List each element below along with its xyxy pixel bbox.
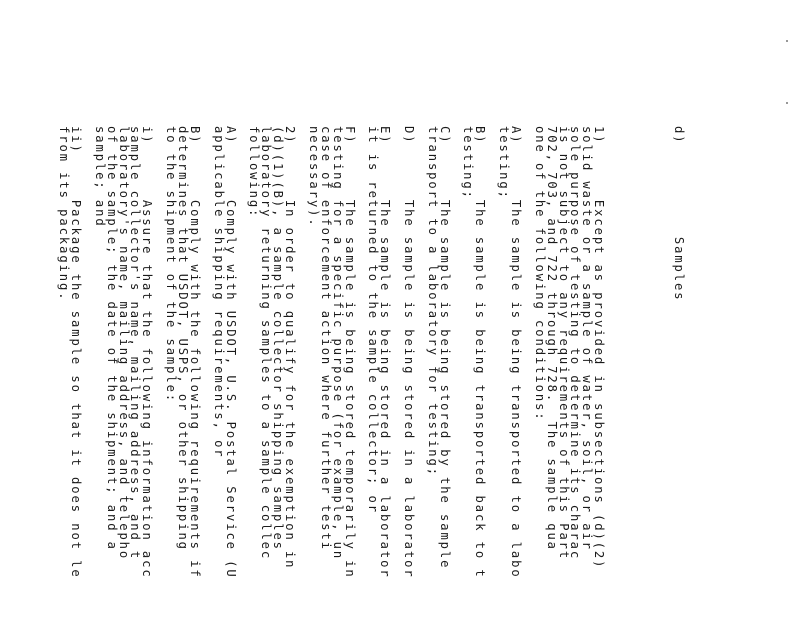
text-line: determines that USDOT, USPS, or other shipping: [176, 126, 191, 551]
text-line: of the sample; the date of the shipment; and a: [104, 126, 119, 551]
text-line: 2) In order to qualify for the exemption in: [283, 126, 298, 570]
text-line: ii) Package the sample so that it does not le: [69, 126, 84, 579]
text-line: D) The sample is being stored in a laborator: [401, 126, 416, 579]
text-line: testing;: [497, 126, 512, 200]
document-text: [29, 126, 712, 618]
text-line: 702, 703, and 722 through 728. The sample qua: [544, 126, 559, 551]
text-line: B) The sample is being transported back to t: [473, 126, 488, 579]
text-line: 1) Except as provided in subsections (d)(2): [592, 126, 607, 570]
text-line: E) The sample is being stored in a laborator: [378, 126, 393, 579]
text-line: F) The sample is being stored temporarily in: [342, 126, 357, 579]
document-body: [57, 126, 607, 618]
text-line: from its packaging.: [57, 126, 72, 302]
text-line: applicable shipping requirements, or: [211, 126, 226, 459]
text-line: laboratory returning samples to a sample collec: [259, 126, 274, 561]
text-line: one of the following conditions:: [532, 126, 547, 422]
scan-speck: [786, 102, 788, 104]
text-line: case of enforcement action where further testi: [318, 126, 333, 551]
text-line: transport to a laboratory for testing;: [425, 126, 440, 478]
blank-line: [632, 126, 644, 618]
text-line: i) Assure that the following information acc: [140, 126, 155, 579]
text-line: laboratory's name, mailing address, and telepho: [116, 126, 131, 561]
blank-line: [152, 126, 164, 618]
text-line: following:: [247, 126, 262, 219]
text-line: it is returned to the sample collector; or: [366, 126, 381, 514]
text-line: sample collector's name, mailing address, and t: [128, 126, 143, 561]
text-line: necessary).: [306, 126, 321, 228]
text-line: testing for a specific purpose (for example, un: [330, 126, 345, 561]
text-line: is not subject to any requirements of this Part: [556, 126, 571, 561]
scan-speck: [786, 40, 788, 42]
text-line: testing;: [461, 126, 476, 200]
text-line: A) Comply with USDOT, U.S. Postal Service (U: [223, 126, 238, 579]
text-line: B) Comply with the following requirements if: [187, 126, 202, 579]
text-line: to the shipment of the sample:: [164, 126, 179, 404]
section-heading: d) Samples: [672, 126, 686, 302]
text-line: sole purpose of testing to determine its charac: [568, 126, 583, 561]
text-line: sample; and: [92, 126, 107, 228]
text-line: A) The sample is being transported to a labo: [508, 126, 523, 579]
blank-line: [485, 126, 497, 618]
text-line: (d)(1)(B), a sample collector shipping samples: [271, 126, 286, 551]
text-line: C) The sample is being stored by the sample: [437, 126, 452, 570]
text-line: solid waste or a sample of water, soil, or air: [580, 126, 595, 551]
